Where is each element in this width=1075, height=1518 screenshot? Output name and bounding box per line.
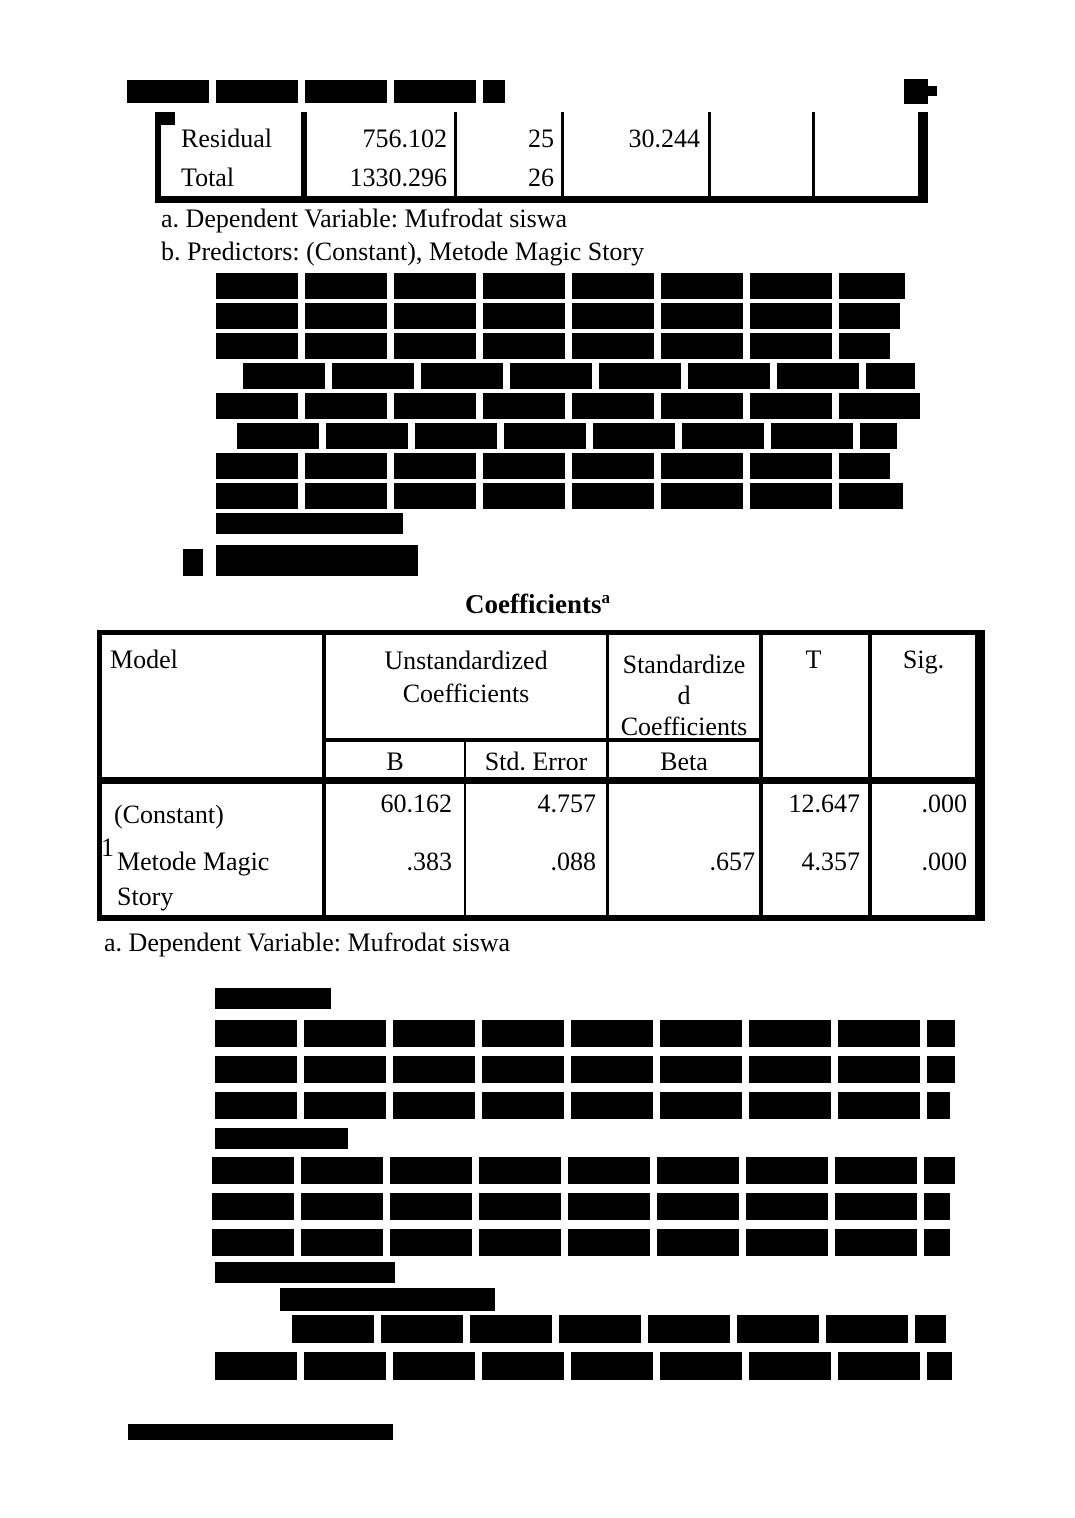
coef-header-model: Model [110, 645, 178, 674]
redacted-text-block [183, 549, 203, 576]
anova-cell-df: 26 [528, 163, 554, 192]
anova-cell-sum-of-squares: 1330.296 [349, 163, 447, 192]
coefficients-table [97, 630, 985, 921]
coef-cell-t: 4.357 [801, 847, 860, 876]
coefficients-title [0, 588, 1075, 620]
coef-header-unstandardized: Unstandardized Coefficients [384, 646, 548, 708]
redacted-text-block [280, 1288, 495, 1311]
coef-cell-b: 60.162 [380, 789, 452, 818]
coef-cell-sig: .000 [921, 847, 967, 876]
coef-border-left [97, 630, 102, 921]
coef-header-beta: Beta [660, 747, 708, 776]
redacted-text-block [237, 423, 897, 449]
coef-header-body-line [97, 777, 985, 784]
anova-border-bottom [155, 196, 928, 203]
coef-border-bottom [97, 915, 985, 921]
anova-divider-f [812, 112, 815, 196]
coef-header-sig: Sig. [902, 645, 945, 674]
anova-table [155, 112, 928, 203]
coef-cell-t: 12.647 [788, 789, 860, 818]
redacted-text-block [243, 363, 915, 389]
redacted-text-block [216, 483, 903, 509]
redacted-text-block [215, 1020, 955, 1047]
anova-row-label: Total [181, 163, 235, 192]
coef-row-name-constant: (Constant) [114, 800, 224, 829]
coef-cell-b: .383 [406, 847, 452, 876]
redacted-text-block [216, 513, 403, 534]
coef-row-name-metode-magic-story: Metode Magic Story [117, 847, 270, 911]
redacted-text-block [216, 545, 418, 576]
redacted-text-block [215, 1128, 348, 1149]
redacted-text-block [292, 1315, 946, 1343]
anova-cell-sum-of-squares: 756.102 [362, 124, 447, 153]
coef-header-standardized-line: Standardize [622, 650, 746, 679]
coef-cell-sig: .000 [921, 789, 967, 818]
redacted-text-block [928, 86, 937, 96]
coefficients-title-text: Coefficients [465, 589, 602, 619]
redacted-text-block [128, 1424, 393, 1440]
redacted-text-block [212, 1229, 950, 1256]
redacted-text-block [215, 1262, 395, 1283]
coef-cell-std-error: .088 [550, 847, 596, 876]
coef-header-standardized-line: Coefficients [620, 712, 748, 741]
redacted-text-block [216, 393, 920, 419]
redacted-text-block [904, 79, 928, 104]
anova-divider-ss [454, 112, 457, 196]
coef-border-right [975, 630, 985, 921]
coef-header-b: B [386, 747, 404, 776]
redacted-text-block [215, 1056, 955, 1083]
coef-cell-beta: .657 [709, 847, 755, 876]
anova-divider-df [561, 112, 564, 196]
coefficients-title-superscript: a [601, 588, 610, 607]
anova-border-left [155, 112, 161, 203]
coef-header-standardized [609, 649, 759, 742]
redacted-text-block [216, 273, 905, 299]
redacted-text-block [216, 333, 890, 359]
redacted-text-block [216, 303, 900, 329]
coef-header-standardized-line: d [677, 681, 691, 710]
redacted-text-block [215, 1352, 952, 1380]
anova-cell-df: 25 [528, 124, 554, 153]
anova-footnote-b: b. Predictors: (Constant), Metode Magic Story [161, 237, 645, 266]
redacted-text-block [127, 80, 505, 103]
anova-border-right [918, 112, 928, 203]
coef-border-top [97, 630, 985, 635]
redacted-text-block [216, 453, 890, 479]
coef-model-group-number: 1 [101, 833, 114, 862]
coefficients-footnote-a: a. Dependent Variable: Mufrodat siswa [104, 928, 511, 957]
coef-header-t: T [805, 645, 822, 674]
anova-row-label: Residual [181, 124, 272, 153]
redacted-text-block [212, 1193, 950, 1220]
anova-divider-ms [708, 112, 711, 196]
coef-cell-std-error: 4.757 [537, 789, 596, 818]
redacted-text-block [215, 988, 331, 1009]
coef-header-std-error: Std. Error [484, 747, 588, 776]
anova-cell-mean-square: 30.244 [628, 124, 700, 153]
redacted-text-block [212, 1157, 955, 1184]
redacted-text-block [215, 1092, 950, 1119]
anova-footnote-a: a. Dependent Variable: Mufrodat siswa [161, 204, 568, 233]
